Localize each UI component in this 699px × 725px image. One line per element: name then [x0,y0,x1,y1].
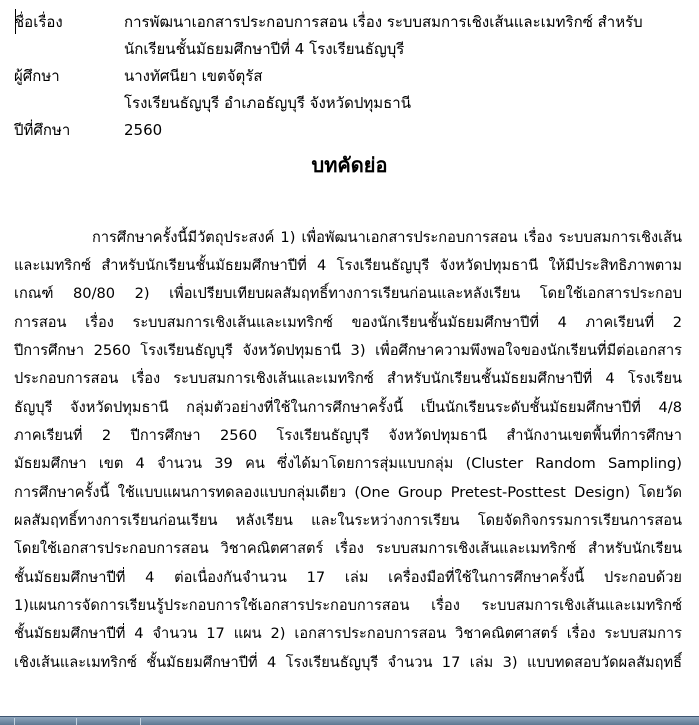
year-row [0,118,699,142]
abstract-line: ปีการศึกษา 2560 โรงเรียนธัญบุรี จังหวัดปทุมธานี 3) เพื่อศึกษาความพึงพอใจของนักเรียนที่มีต่อเอกสาร [14,342,682,359]
author-label: ผู้ศึกษา [14,67,60,85]
abstract-line: เชิงเส้นและเมทริกซ์ ชั้นมัธยมศึกษาปีที่ 4 โรงเรียนธัญบุรี จำนวน 17 เล่ม 3) แบบทดสอบวัดผลสัมฤทธิ์ [14,654,682,671]
abstract-line: ภาคเรียนที่ 2 ปีการศึกษา 2560 โรงเรียนธัญบุรี จังหวัดปทุมธานี สำนักงานเขตพื้นที่การศึกษา [14,427,682,444]
abstract-line: และเมทริกซ์ สำหรับนักเรียนชั้นมัธยมศึกษาปีที่ 4 โรงเรียนธัญบุรี จังหวัดปทุมธานี ให้มีประสิทธิภาพตาม [14,257,682,274]
abstract-line: การสอน เรื่อง ระบบสมการเชิงเส้นและเมทริกซ์ ของนักเรียนชั้นมัธยมศึกษาปีที่ 4 ภาคเรียนที่ 2 [14,314,682,331]
author-affiliation: โรงเรียนธัญบุรี อำเภอธัญบุรี จังหวัดปทุมธานี [124,94,411,112]
author-row-cont [0,91,699,115]
abstract-line: ธัญบุรี จังหวัดปทุมธานี กลุ่มตัวอย่างที่ใช้ในการศึกษาครั้งนี้ เป็นนักเรียนระดับชั้นมัธยมศึกษาปีที่ 4/8 [14,399,682,416]
year-value: 2560 [124,121,163,139]
abstract-line: การศึกษาครั้งนี้ ใช้แบบแผนการทดลองแบบกลุ่มเดียว (One Group Pretest-Posttest Design) โดยวัด [14,484,682,501]
year-label: ปีที่ศึกษา [14,121,71,139]
title-value-line-1: การพัฒนาเอกสารประกอบการสอน เรื่อง ระบบสมการเชิงเส้นและเมทริกซ์ สำหรับ [124,13,643,31]
abstract-line: 1)แผนการจัดการเรียนรู้ประกอบการใช้เอกสารประกอบการสอน เรื่อง ระบบสมการเชิงเส้นและเมทริกซ์ [14,597,682,614]
abstract-line: มัธยมศึกษา เขต 4 จำนวน 39 คน ซึ่งได้มาโดยการสุ่มแบบกลุ่ม (Cluster Random Sampling) [14,455,682,472]
author-name: นางทัศนียา เขตจัตุรัส [124,67,263,85]
abstract-line: ประกอบการสอน เรื่อง ระบบสมการเชิงเส้นและเมทริกซ์ สำหรับนักเรียนชั้นมัธยมศึกษาปีที่ 4 โรงเรียน [14,370,682,387]
title-label: ชื่อเรื่อง [14,13,63,31]
abstract-line: ชั้นมัธยมศึกษาปีที่ 4 ต่อเนื่องกันจำนวน 17 เล่ม เครื่องมือที่ใช้ในการศึกษาครั้งนี้ ประกอบด้วย [14,569,682,586]
title-row-cont [0,37,699,61]
abstract-line: เกณฑ์ 80/80 2) เพื่อเปรียบเทียบผลสัมฤทธิ์ทางการเรียนก่อนและหลังเรียน โดยใช้เอกสารประกอบ [14,285,682,302]
abstract-line: โดยใช้เอกสารประกอบการสอน วิชาคณิตศาสตร์ เรื่อง ระบบสมการเชิงเส้นและเมทริกซ์ สำหรับนักเรียน [14,540,682,557]
abstract-heading: บทคัดย่อ [311,153,388,177]
abstract-line: ผลสัมฤทธิ์ทางการเรียนก่อนเรียน หลังเรียน และในระหว่างการเรียน โดยจัดกิจกรรมการเรียนการสอน [14,512,682,529]
title-row [0,10,699,34]
title-value-line-2: นักเรียนชั้นมัธยมศึกษาปีที่ 4 โรงเรียนธัญบุรี [124,40,405,58]
abstract-line: การศึกษาครั้งนี้มีวัตถุประสงค์ 1) เพื่อพัฒนาเอกสารประกอบการสอน เรื่อง ระบบสมการเชิงเส้น [92,229,682,246]
author-row [0,64,699,88]
abstract-line: ชั้นมัธยมศึกษาปีที่ 4 จำนวน 17 แผน 2) เอกสารประกอบการสอน วิชาคณิตศาสตร์ เรื่อง ระบบสมการ [14,625,682,642]
